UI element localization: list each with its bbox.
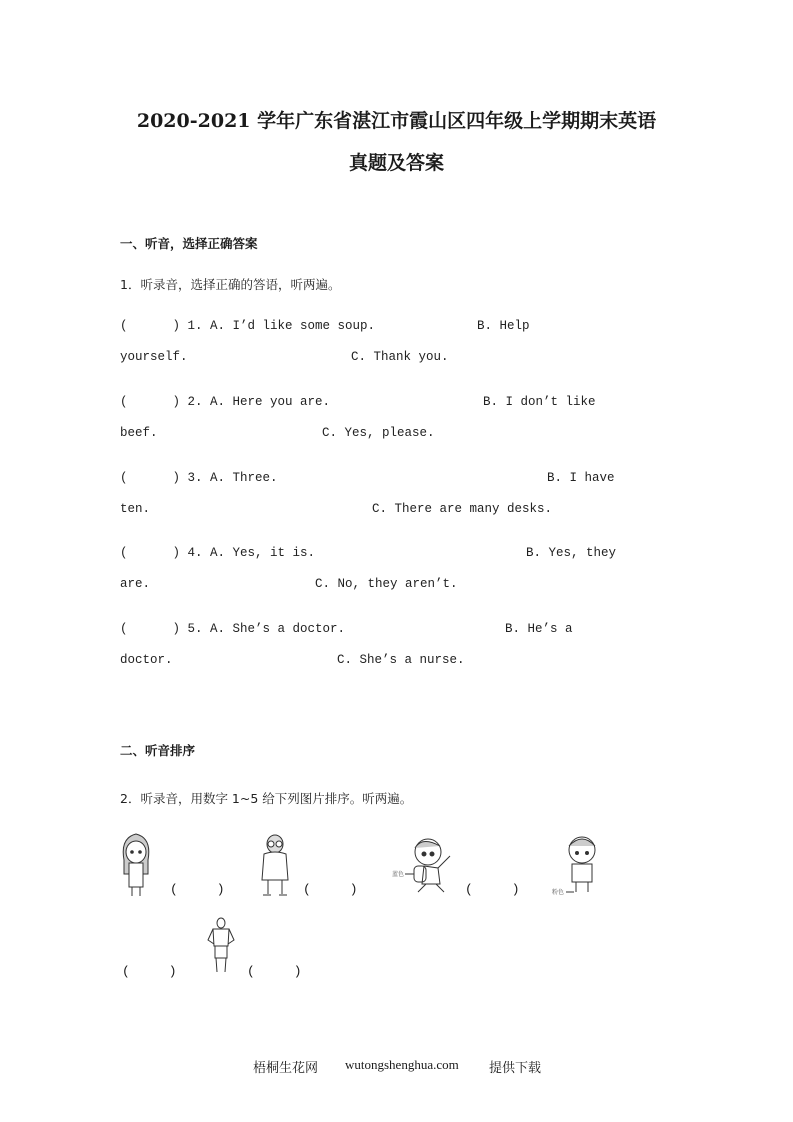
blank-2[interactable]: ( ) [303, 882, 358, 897]
q5-option-b: B. He’s a [505, 622, 573, 636]
svg-text:粉色: 粉色 [552, 889, 565, 896]
footer-note: 提供下载 [489, 1060, 542, 1075]
q5-option-c: C. She’s a nurse. [337, 653, 465, 667]
q3-option-a: ( ) 3. A. Three. [120, 471, 278, 485]
section-2-heading: 二、听音排序 [120, 743, 196, 758]
q1-option-c: C. Thank you. [351, 350, 449, 364]
q4-option-b-cont: are. [120, 577, 151, 591]
q1-option-b: B. Help [477, 319, 530, 333]
q4-option-a: ( ) 4. A. Yes, it is. [120, 546, 316, 560]
man-picture [204, 916, 238, 976]
q4-option-b: B. Yes, they [526, 546, 617, 560]
girl-picture [118, 830, 154, 898]
blank-1[interactable]: ( ) [170, 882, 225, 897]
boy-with-backpack-picture [392, 834, 460, 896]
q2-option-b-cont: beef. [120, 426, 158, 440]
blank-5[interactable]: ( ) [247, 964, 302, 979]
q5-option-a: ( ) 5. A. She’s a doctor. [120, 622, 346, 636]
q4-option-c: C. No, they aren’t. [315, 577, 458, 591]
q3-option-b: B. I have [547, 471, 615, 485]
question-1-instruction: 1．听录音，选择正确的答语，听两遍。 [120, 277, 341, 292]
boy-picture [552, 832, 608, 898]
blank-3[interactable]: ( ) [465, 882, 520, 897]
q1-option-b-cont: yourself. [120, 350, 188, 364]
question-2-instruction: 2．听录音，用数字 1~5 给下列图片排序。听两遍。 [120, 791, 413, 806]
q5-option-b-cont: doctor. [120, 653, 173, 667]
footer-site-name: 梧桐生花网 [253, 1060, 319, 1075]
blank-4[interactable]: ( ) [122, 964, 177, 979]
old-man-picture [256, 832, 294, 898]
title-line-2: 真题及答案 [348, 152, 444, 174]
q1-option-a: ( ) 1. A. I’d like some soup. [120, 319, 376, 333]
q2-option-b: B. I don’t like [483, 395, 596, 409]
section-1-heading: 一、听音，选择正确答案 [120, 236, 258, 251]
q2-option-c: C. Yes, please. [322, 426, 435, 440]
q3-option-c: C. There are many desks. [372, 502, 553, 516]
svg-text:蓝色: 蓝色 [392, 871, 405, 878]
q2-option-a: ( ) 2. A. Here you are. [120, 395, 331, 409]
title-line-1: 2020-2021 学年广东省湛江市霞山区四年级上学期期末英语 [136, 110, 657, 132]
footer-url[interactable]: wutongshenghua.com [345, 1057, 459, 1072]
q3-option-b-cont: ten. [120, 502, 151, 516]
